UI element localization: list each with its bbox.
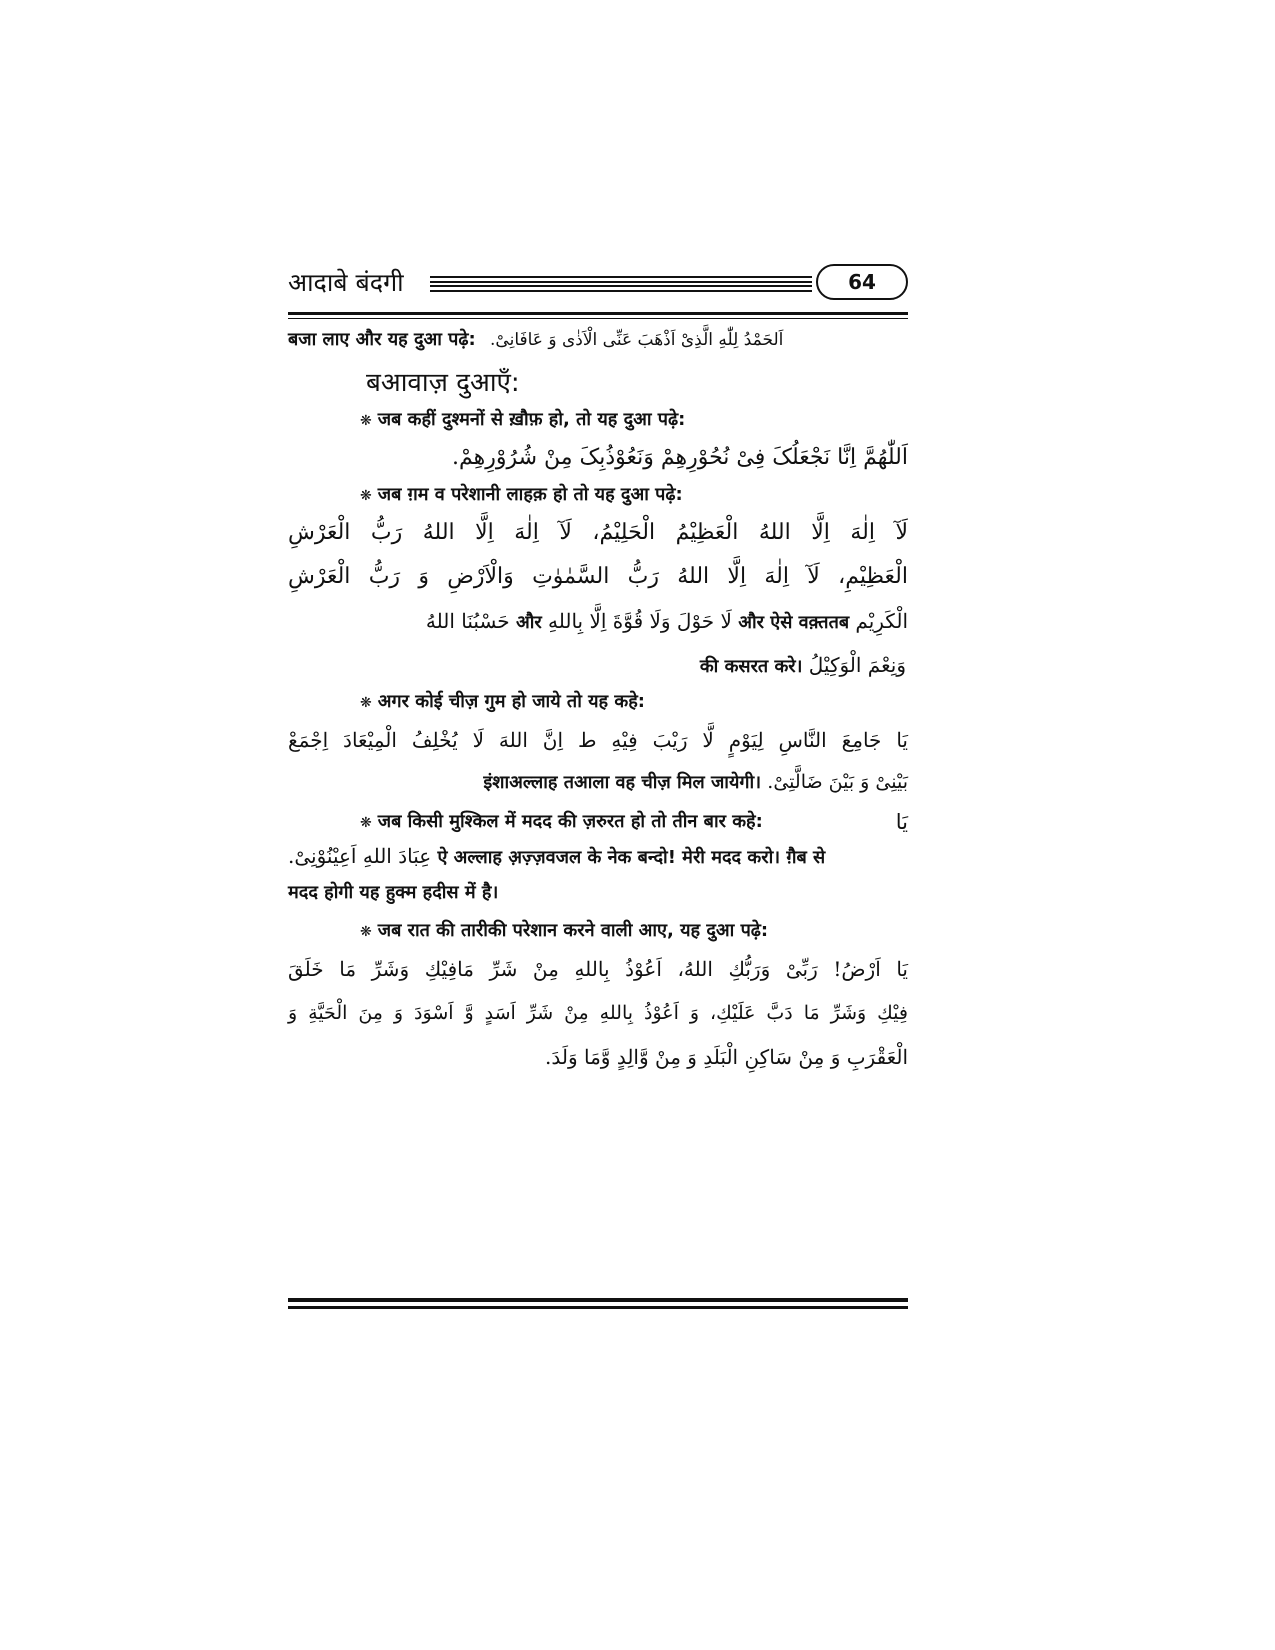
footer-rules [288, 1298, 908, 1309]
mixed-line [288, 645, 908, 687]
arabic-text: بَیْنِیْ وَ بَیْنَ ضَالَّتِیْ. [767, 771, 908, 793]
arabic-line: الْعَظِیْمِ، لَآ اِلٰهَ اِلَّا اللهُ رَبُّ السَّمٰوٰتِ وَالْاَرْضِ وَ رَبُّ الْعَرْشِ [288, 564, 908, 589]
footer-rule [288, 1298, 908, 1302]
header-rule [430, 276, 812, 278]
list-item [288, 807, 908, 838]
list-item [288, 916, 908, 947]
document-page [288, 262, 908, 1079]
text-line: मदद होगी यह हुक्म हदीस में है। [288, 882, 499, 903]
hindi-text: तब [828, 612, 850, 633]
mixed-line [288, 762, 908, 803]
header-underline [288, 312, 908, 315]
star-bullet-icon: ❋ [360, 488, 372, 504]
star-bullet-icon: ❋ [360, 413, 372, 429]
header-rule [430, 285, 812, 287]
arabic-line: لَآ اِلٰهَ اِلَّا اللهُ الْعَظِیْمُ الْحَلِیْمُ، لَآ اِلٰهَ اِلَّا اللهُ رَبُّ الْعَرْشِ [288, 520, 908, 545]
arabic-line: الْعَقْرَبِ وَ مِنْ سَاكِنِ الْبَلَدِ وَ مِنْ وَّالِدٍ وَّمَا وَلَدَ. [545, 1045, 908, 1069]
star-bullet-icon: ❋ [360, 924, 372, 940]
arabic-line: فِیْكِ وَشَرِّ مَا دَبَّ عَلَیْكِ، وَ اَعُوْذُ بِاللهِ مِنْ شَرِّ اَسَدٍ وَّ اَسْوَدَ وَ مِنَ الْحَیَّةِ وَ [288, 1002, 908, 1024]
running-title: आदाबे बंदगी [288, 268, 404, 297]
arabic-line: یَا جَامِعَ النَّاسِ لِیَوْمٍ لَّا رَیْبَ فِیْهِ ط اِنَّ اللهَ لَا یُخْلِفُ الْمِیْعَادَ اِجْمَعْ [288, 728, 908, 752]
mixed-line [288, 838, 908, 876]
hindi-text: जब ग़म व परेशानी लाहक़ हो तो यह दुआ पढ़े: [377, 484, 683, 505]
arabic-text: عِبَادَ اللهِ اَعِیْنُوْنِیْ. [288, 844, 432, 868]
arabic-line: اَللّٰھُمَّ اِنَّا نَجْعَلُکَ فِیْ نُحُوْرِھِمْ وَنَعُوْذُبِکَ مِنْ شُرُوْرِھِمْ. [451, 445, 908, 470]
hindi-text: बजा लाए और यह दुआ पढ़े: [288, 329, 476, 350]
arabic-text: الْکَرِیْم [855, 609, 908, 633]
star-bullet-icon: ❋ [360, 695, 372, 711]
arabic-text: لَا حَوْلَ وَلَا قُوَّةَ اِلَّا بِاللهِ [548, 609, 732, 633]
arabic-text: یَا [895, 810, 908, 834]
footer-rule [288, 1306, 908, 1309]
hindi-text: की कसरत करे। [699, 656, 803, 677]
page-number: 64 [816, 264, 908, 300]
star-bullet-icon: ❋ [360, 815, 372, 831]
hindi-text: अगर कोई चीज़ गुम हो जाये तो यह कहे: [377, 691, 645, 712]
hindi-text: इंशाअल्लाह तआला वह चीज़ मिल जायेगी। [483, 772, 762, 793]
arabic-text: اَلحَمْدُ لِلّٰهِ الَّذِیْ اَذْهَبَ عَنِّی الْاَذٰی وَ عَافَانِیْ. [490, 330, 784, 350]
hindi-text: और [515, 612, 542, 633]
header-rule [430, 290, 812, 292]
header-rule [430, 281, 812, 283]
hindi-text: और ऐसे वक़्त [738, 612, 829, 633]
hindi-text: ऐ अल्लाह अ़ज़्ज़वजल के नेक बन्दो! मेरी मदद करो। ग़ैब से [437, 847, 826, 868]
hindi-text: जब कहीं दुश्मनों से ख़ौफ़ हो, तो यह दुआ पढ़े: [377, 409, 686, 430]
arabic-text: وَنِعْمَ الْوَکِیْلُ [808, 653, 906, 677]
mixed-line [288, 599, 908, 645]
list-item [288, 405, 908, 436]
header-underline-thin [288, 318, 908, 319]
arabic-text: حَسْبُنَا اللهُ [425, 609, 510, 633]
header-rules [430, 276, 812, 292]
arabic-line: یَا اَرْضُ! رَبِّیْ وَرَبُّكِ اللهُ، اَعُوْذُ بِاللهِ مِنْ شَرِّ مَافِیْكِ وَشَرِّ مَا خَلَقَ [288, 957, 908, 981]
hindi-text: जब रात की तारीकी परेशान करने वाली आए, यह दुआ पढ़े: [377, 920, 769, 941]
section-title: बआवाज़ दुआएँ: [366, 368, 520, 398]
text-line [288, 325, 908, 355]
page-header [288, 262, 908, 310]
list-item [288, 687, 908, 718]
hindi-text: जब किसी मुश्किल में मदद की ज़रुरत हो तो तीन बार कहे: [377, 811, 763, 832]
list-item [288, 480, 908, 511]
